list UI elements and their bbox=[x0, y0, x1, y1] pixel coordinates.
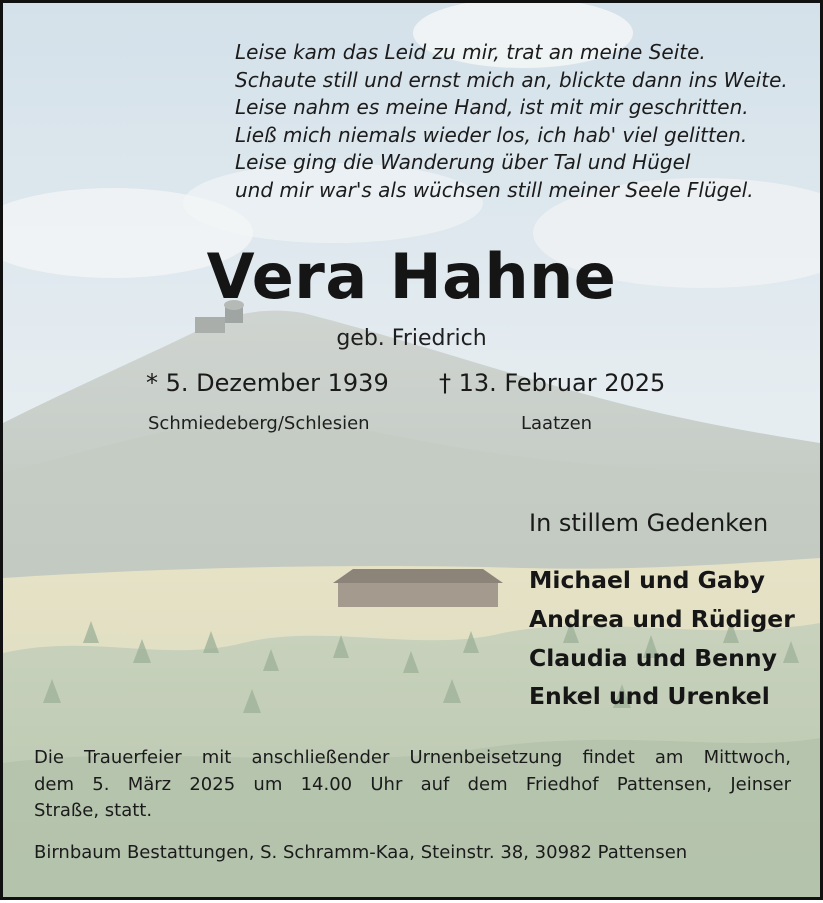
poem-line: Leise ging die Wanderung über Tal und Hügel bbox=[235, 150, 691, 175]
funeral-announcement bbox=[34, 745, 791, 825]
undertaker-info: Birnbaum Bestattungen, S. Schramm-Kaa, Steinstr. 38, 30982 Pattensen bbox=[34, 842, 688, 863]
birth-date: * 5. Dezember 1939 bbox=[146, 369, 389, 397]
funeral-line: dem 5. März 2025 um 14.00 Uhr auf dem Friedhof Pattensen, Jeinser bbox=[34, 773, 791, 795]
poem bbox=[235, 39, 788, 205]
funeral-line: Die Trauerfeier mit anschließender Urnenbeisetzung findet am Mittwoch, bbox=[34, 747, 791, 768]
maiden-name: geb. Friedrich bbox=[336, 326, 487, 351]
poem-line: Leise kam das Leid zu mir, trat an meine Seite. bbox=[235, 40, 706, 64]
mourner-name: Claudia und Benny bbox=[529, 643, 777, 672]
mourners-heading: In stillem Gedenken bbox=[529, 509, 769, 537]
birth-place: Schmiedeberg/Schlesien bbox=[148, 413, 370, 434]
poem-line: Ließ mich niemals wieder los, ich hab' viel gelitten. bbox=[235, 122, 748, 147]
poem-line: Schaute still und ernst mich an, blickte dann ins Weite. bbox=[235, 67, 788, 92]
death-date: † 13. Februar 2025 bbox=[439, 369, 666, 397]
mourners-list bbox=[529, 561, 795, 716]
poem-line: Leise nahm es meine Hand, ist mit mir geschritten. bbox=[235, 95, 749, 120]
poem-line: und mir war's als wüchsen still meiner Seele Flügel. bbox=[235, 177, 754, 202]
funeral-line: Straße, statt. bbox=[34, 800, 153, 821]
mourner-name: Enkel und Urenkel bbox=[529, 682, 770, 711]
mourner-name: Andrea und Rüdiger bbox=[529, 604, 795, 633]
mourner-name: Michael und Gaby bbox=[529, 566, 765, 594]
death-place: Laatzen bbox=[521, 413, 593, 434]
obituary-notice bbox=[3, 3, 820, 897]
deceased-name: Vera Hahne bbox=[206, 240, 617, 313]
